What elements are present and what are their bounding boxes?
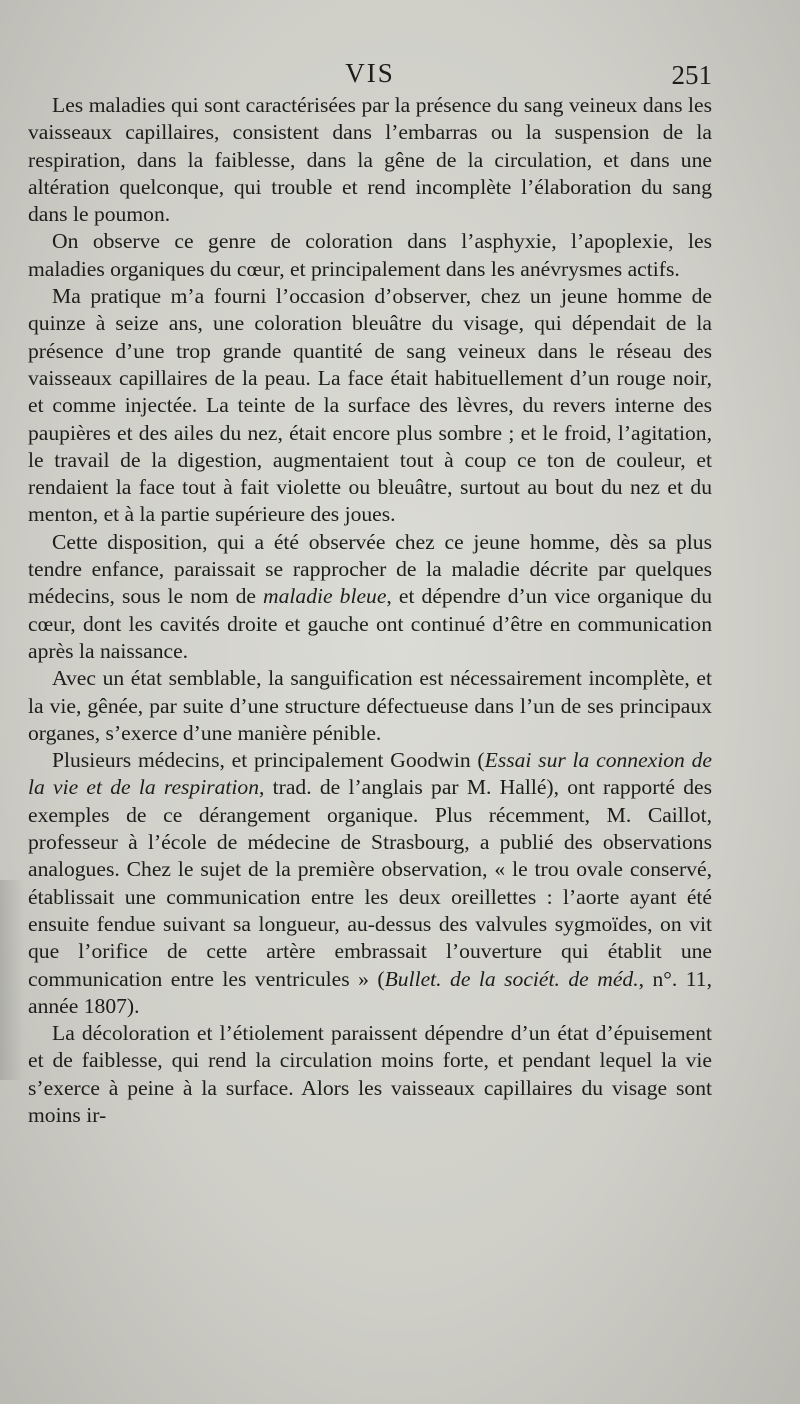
paragraph-7: La décoloration et l’étiolement paraissent dépendre d’un état d’épuisement et de faiblesse, qui rend la circulation moins forte, et pendant lequel la vie s’exerce à peine à la surface. Alors les vaisseaux capillaires du visage sont moins ir- — [28, 1021, 712, 1127]
page-number: 251 — [671, 60, 712, 90]
paragraph-6-text-a: Plusieurs médecins, et principalement Goodwin ( — [52, 748, 485, 773]
paragraph-6-italic-citation: Bullet. de la sociét. de méd. — [384, 966, 639, 991]
paragraph-1: Les maladies qui sont caractérisées par la présence du sang veineux dans les vaisseaux capillaires, consistent dans l’embarras ou la suspension de la respiration, dans la faiblesse, dans la gêne de la circulation, et dans une altération quelconque, qui trouble et rend incomplète l’élaboration du sang dans le poumon. — [28, 93, 712, 227]
page-stain — [0, 880, 24, 1080]
paragraph-6-italic-title: Essai sur la connexion de la vie et de la respiration — [28, 748, 713, 800]
page-header — [28, 58, 712, 94]
running-head: VIS — [345, 58, 395, 88]
paragraph-6 — [28, 747, 712, 1020]
body-text — [28, 92, 712, 1129]
paragraph-6-text-c: , n°. 11, année 1807). — [28, 966, 712, 1018]
paragraph-4 — [28, 529, 712, 665]
paragraph-5: Avec un état semblable, la sanguification est nécessairement incomplète, et la vie, gênée, par suite d’une structure défectueuse dans l’un de ses principaux organes, s’exerce d’une manière pénible. — [28, 666, 712, 745]
paragraph-6-text-b: , trad. de l’anglais par M. Hallé), ont rapporté des exemples de ce dérangement organique. Plus récemment, M. Caillot, professeur à l’école de médecine de Strasbourg, a publié des observations analogues. Chez le sujet de la première observation, « le trou ovale conservé, établissait une communication entre les deux oreillettes : l’aorte ayant été ensuite fendue suivant sa longueur, au-dessus des valvules sygmoïdes, on vit que l’orifice de cette artère embrassait l’ouverture qui établit une communication entre les ventricules » ( — [28, 775, 712, 991]
paragraph-4-italic: maladie bleue — [263, 584, 387, 609]
paragraph-3: Ma pratique m’a fourni l’occasion d’observer, chez un jeune homme de quinze à seize ans, une coloration bleuâtre du visage, qui dépendait de la présence d’une trop grande quantité de sang veineux dans le réseau des vaisseaux capillaires de la peau. La face était habituellement d’un rouge noir, et comme injectée. La teinte de la surface des lèvres, du revers interne des paupières et des ailes du nez, était encore plus sombre ; et le froid, l’agitation, le travail de la digestion, augmentaient tout à coup ce ton de couleur, et rendaient la face tout à fait violette ou bleuâtre, surtout au bout du nez et du menton, et à la partie supérieure des joues. — [28, 284, 712, 527]
paragraph-4-text-a: Cette disposition, qui a été observée chez ce jeune homme, dès sa plus tendre enfance, paraissait se rapprocher de la maladie décrite par quelques médecins, sous le nom de — [28, 529, 712, 609]
paragraph-4-text-b: , et dépendre d’un vice organique du cœur, dont les cavités droite et gauche ont continué d’être en communication après la naissance. — [28, 584, 712, 663]
paragraph-2: On observe ce genre de coloration dans l’asphyxie, l’apoplexie, les maladies organiques du cœur, et principalement dans les anévrysmes actifs. — [28, 229, 712, 281]
